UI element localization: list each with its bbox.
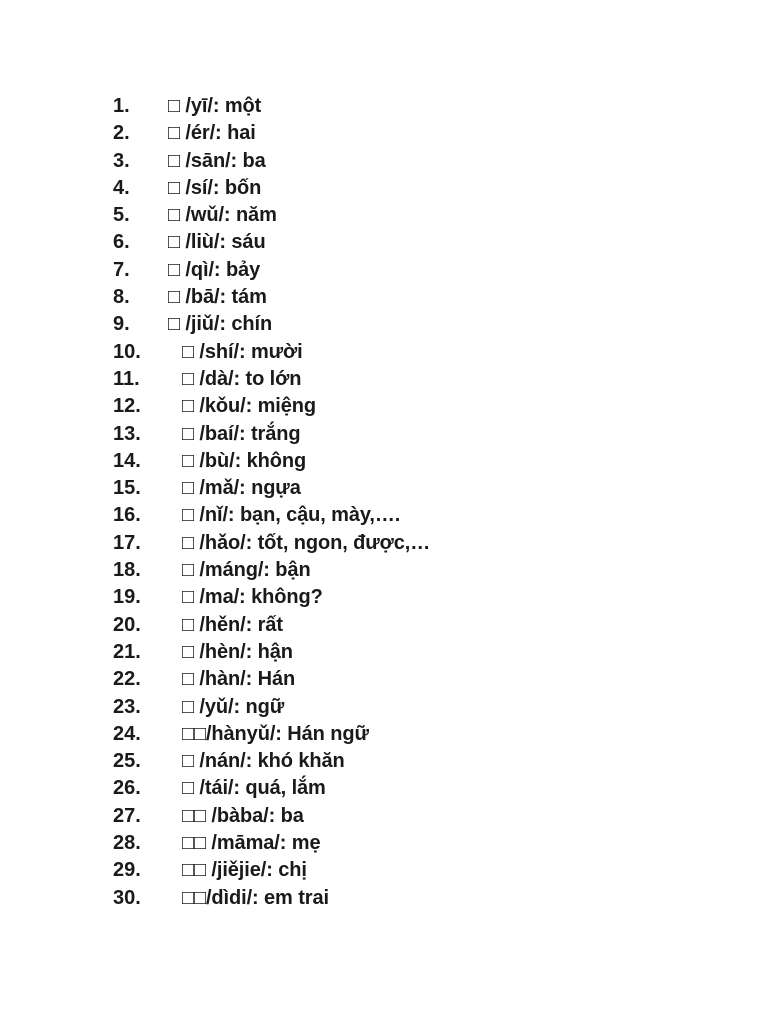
- list-item-number: 3.: [113, 149, 130, 172]
- list-item-entry: □ /bù/: không: [182, 449, 307, 472]
- list-item-number: 8.: [113, 286, 130, 309]
- list-item: [0, 612, 768, 639]
- list-item-entry: □ /máng/: bận: [182, 559, 311, 582]
- list-item: [0, 175, 768, 202]
- list-item: [0, 284, 768, 311]
- list-item: [0, 721, 768, 748]
- list-item: [0, 803, 768, 830]
- list-item-number: 13.: [113, 422, 141, 445]
- list-item-number: 23.: [113, 695, 141, 718]
- list-item-number: 5.: [113, 204, 130, 227]
- list-item-number: 16.: [113, 504, 141, 527]
- list-item-number: 17.: [113, 531, 141, 554]
- list-item-entry: □ /nǐ/: bạn, cậu, mày,….: [182, 504, 401, 527]
- list-item-number: 14.: [113, 449, 141, 472]
- list-item-entry: □ /kǒu/: miệng: [182, 395, 317, 418]
- list-item-number: 18.: [113, 559, 141, 582]
- list-item: [0, 120, 768, 147]
- list-item-number: 2.: [113, 122, 130, 145]
- list-item-entry: □□ /māma/: mẹ: [182, 832, 321, 855]
- list-item-entry: □ /mǎ/: ngựa: [182, 477, 301, 500]
- list-item-number: 12.: [113, 395, 141, 418]
- list-item: [0, 639, 768, 666]
- list-item: [0, 694, 768, 721]
- list-item-number: 10.: [113, 340, 141, 363]
- list-item-entry: □ /nán/: khó khăn: [182, 750, 345, 773]
- list-item-entry: □ /dà/: to lớn: [182, 367, 302, 390]
- list-item-number: 6.: [113, 231, 130, 254]
- list-item-number: 15.: [113, 477, 141, 500]
- list-item-number: 29.: [113, 859, 141, 882]
- list-item-number: 9.: [113, 313, 130, 336]
- list-item-entry: □ /yǔ/: ngữ: [182, 695, 285, 718]
- list-item: [0, 339, 768, 366]
- list-item-entry: □ /ér/: hai: [168, 122, 256, 145]
- list-item: [0, 202, 768, 229]
- list-item-entry: □ /tái/: quá, lắm: [182, 777, 326, 800]
- list-item: [0, 775, 768, 802]
- list-item-number: 27.: [113, 804, 141, 827]
- list-item: [0, 830, 768, 857]
- list-item: [0, 229, 768, 256]
- list-item-entry: □ /wǔ/: năm: [168, 204, 277, 227]
- list-item: [0, 311, 768, 338]
- list-item: [0, 666, 768, 693]
- list-item-entry: □ /liù/: sáu: [168, 231, 266, 254]
- list-item: [0, 475, 768, 502]
- list-item: [0, 748, 768, 775]
- list-item-number: 4.: [113, 176, 130, 199]
- list-item: [0, 257, 768, 284]
- list-item-number: 1.: [113, 95, 130, 117]
- list-item-number: 25.: [113, 750, 141, 773]
- list-item-number: 19.: [113, 586, 141, 609]
- list-item: [0, 530, 768, 557]
- list-item-number: 24.: [113, 722, 141, 745]
- list-item-entry: □ /hàn/: Hán: [182, 668, 296, 691]
- list-item: [0, 502, 768, 529]
- list-item-entry: □□/hànyǔ/: Hán ngữ: [182, 722, 369, 745]
- list-item-entry: □□/dìdi/: em trai: [182, 886, 329, 909]
- list-item-entry: □□ /jiějie/: chị: [182, 859, 307, 882]
- list-item-number: 7.: [113, 258, 130, 281]
- list-item-number: 20.: [113, 613, 141, 636]
- list-item: [0, 584, 768, 611]
- list-item-entry: □ /sí/: bốn: [168, 176, 262, 199]
- list-item-number: 30.: [113, 886, 141, 909]
- list-item-number: 21.: [113, 640, 141, 663]
- list-item-entry: □ /shí/: mười: [182, 340, 303, 363]
- list-item: [0, 448, 768, 475]
- list-item-number: 11.: [113, 367, 140, 390]
- list-item-entry: □ /jiǔ/: chín: [168, 313, 273, 336]
- list-item-entry: □ /baí/: trắng: [182, 422, 301, 445]
- list-item: [0, 93, 768, 120]
- list-item: [0, 857, 768, 884]
- list-item-entry: □ /hǎo/: tốt, ngon, được,…: [182, 531, 431, 554]
- list-item-entry: □ /hèn/: hận: [182, 640, 293, 663]
- list-item: [0, 393, 768, 420]
- list-item-entry: □ /yī/: một: [168, 95, 262, 117]
- list-item-number: 22.: [113, 668, 141, 691]
- list-item-entry: □ /bā/: tám: [168, 286, 267, 309]
- list-item: [0, 421, 768, 448]
- list-item: [0, 366, 768, 393]
- list-item: [0, 557, 768, 584]
- list-item: [0, 885, 768, 912]
- list-item-entry: □ /sān/: ba: [168, 149, 266, 172]
- list-item-number: 28.: [113, 832, 141, 855]
- list-item-entry: □ /hěn/: rất: [182, 613, 283, 636]
- list-item: [0, 148, 768, 175]
- list-item-entry: □ /qì/: bảy: [168, 258, 261, 281]
- list-item-entry: □□ /bàba/: ba: [182, 804, 304, 827]
- vocabulary-list: [0, 93, 768, 912]
- list-item-entry: □ /ma/: không?: [182, 586, 323, 609]
- list-item-number: 26.: [113, 777, 141, 800]
